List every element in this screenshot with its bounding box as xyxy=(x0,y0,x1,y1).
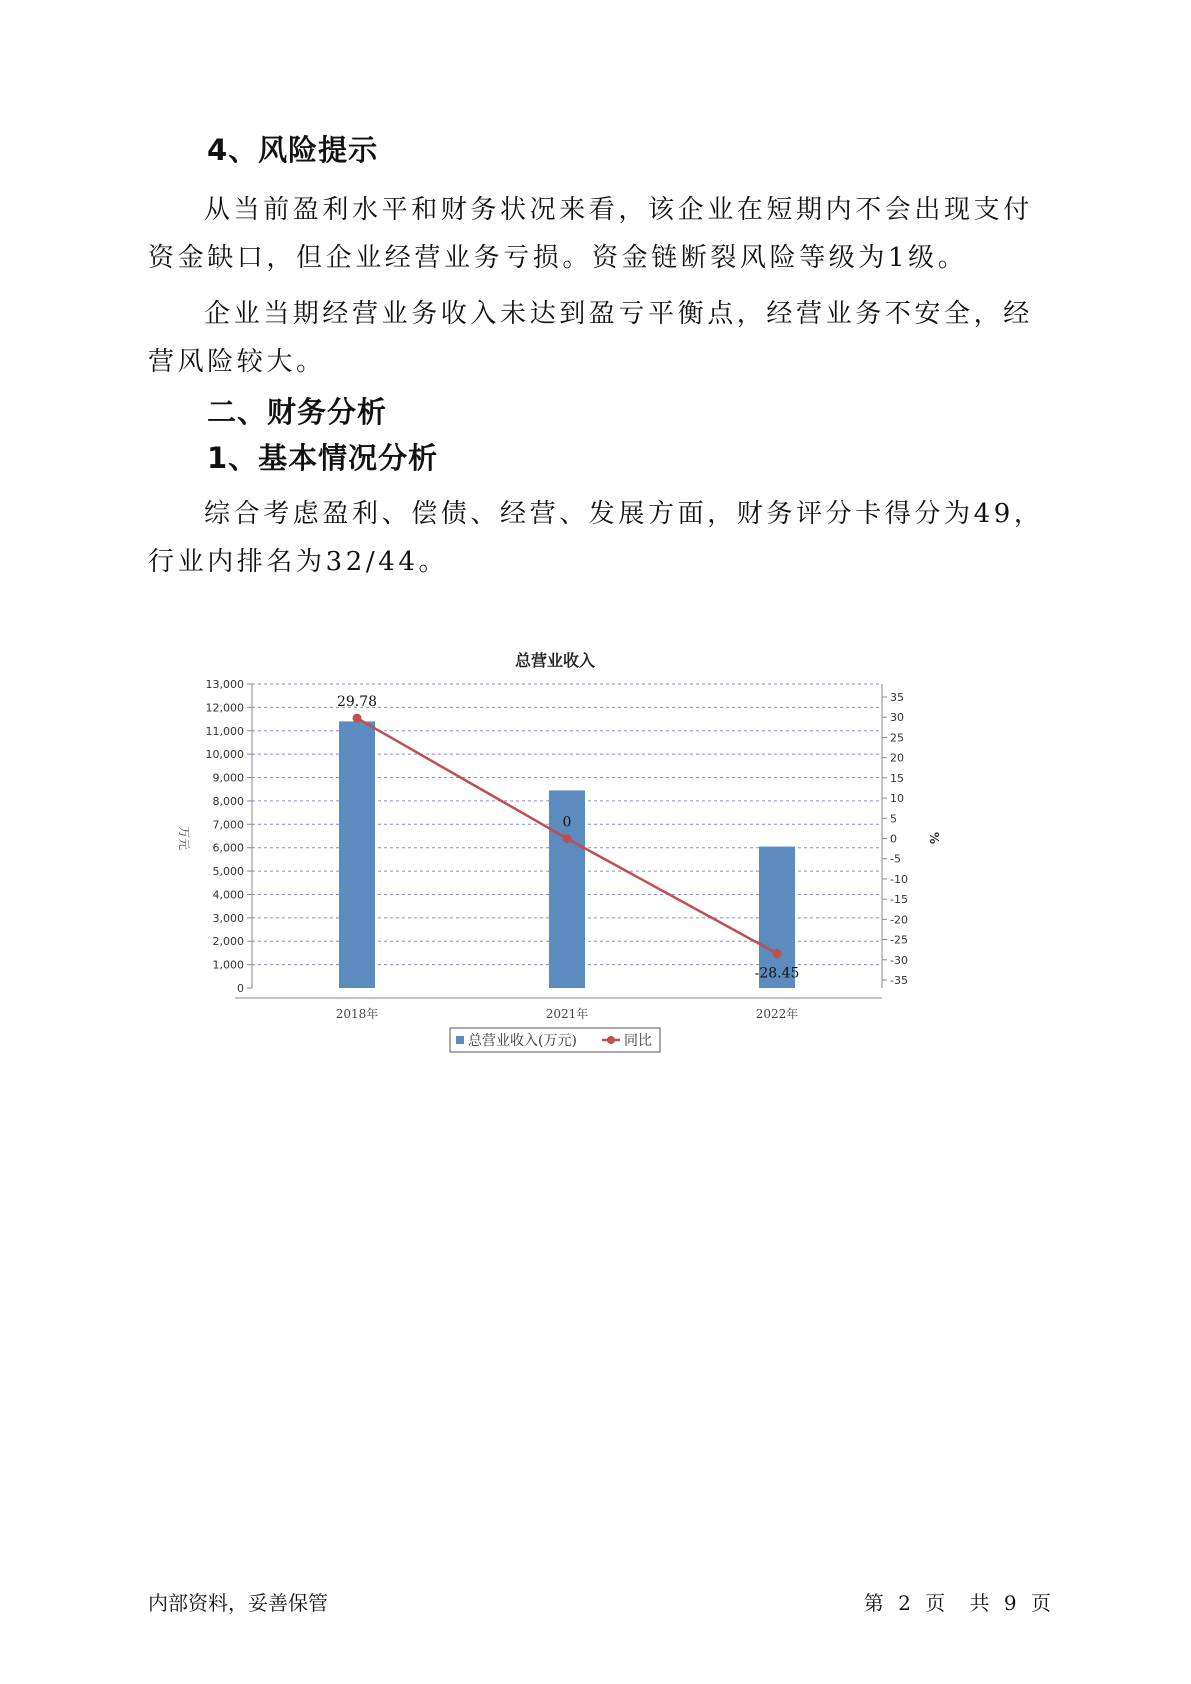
total-prefix: 共 xyxy=(969,1591,990,1615)
y-right-tick-label: -15 xyxy=(890,893,908,907)
y-right-tick-label: 0 xyxy=(890,832,897,846)
y-axis-label-right: % xyxy=(927,831,941,845)
y-tick-label: 13,000 xyxy=(205,678,244,691)
paragraph-risk-2: 企业当期经营业务收入未达到盈亏平衡点，经营业务不安全，经营风险较大。 xyxy=(148,299,1033,377)
y-right-tick-label: 35 xyxy=(890,691,904,704)
x-tick-label: 2018年 xyxy=(335,1007,379,1021)
page-indicator xyxy=(864,1587,1051,1616)
y-tick-label: 11,000 xyxy=(205,724,244,738)
y-tick-label: 1,000 xyxy=(212,958,244,972)
y-tick-label: 7,000 xyxy=(212,818,244,832)
legend-swatch-dot xyxy=(607,1036,615,1044)
heading-basic-analysis: 1、基本情况分析 xyxy=(207,441,439,475)
page-unit: 页 xyxy=(925,1591,946,1615)
y-right-tick-label: -10 xyxy=(890,872,908,886)
revenue-chart xyxy=(177,640,980,1100)
legend-label-line: 同比 xyxy=(624,1033,652,1049)
total-unit: 页 xyxy=(1031,1591,1051,1615)
y-right-tick-label: 25 xyxy=(890,731,904,745)
y-right-tick-label: -35 xyxy=(890,974,908,987)
data-label: -28.45 xyxy=(754,965,800,982)
legend-label-bar: 总营业收入(万元) xyxy=(468,1033,577,1049)
yoy-point xyxy=(353,714,362,723)
y-right-tick-label: -5 xyxy=(890,852,901,866)
y-tick-label: 6,000 xyxy=(212,841,244,855)
bar xyxy=(339,721,375,988)
y-right-tick-label: 5 xyxy=(890,812,897,826)
x-tick-label: 2021年 xyxy=(545,1007,589,1021)
y-tick-label: 8,000 xyxy=(212,794,244,808)
total-pages: 9 xyxy=(1003,1591,1017,1615)
page-number: 2 xyxy=(898,1591,911,1615)
y-tick-label: 2,000 xyxy=(212,935,244,949)
y-tick-label: 3,000 xyxy=(212,911,244,925)
y-right-tick-label: 15 xyxy=(890,771,904,785)
y-tick-label: 10,000 xyxy=(205,748,244,762)
y-tick-label: 12,000 xyxy=(205,701,244,715)
y-tick-label: 4,000 xyxy=(212,888,244,902)
heading-risk-warning: 4、风险提示 xyxy=(207,133,379,167)
y-axis-label-left: 万元 xyxy=(177,825,191,851)
legend-swatch-bar xyxy=(456,1036,464,1044)
y-right-tick-label: -20 xyxy=(890,913,908,927)
page-prefix: 第 xyxy=(863,1591,884,1615)
data-label: 0 xyxy=(562,814,572,831)
chart-title: 总营业收入 xyxy=(514,651,596,670)
y-tick-label: 0 xyxy=(237,982,244,995)
yoy-point xyxy=(563,834,572,843)
y-tick-label: 9,000 xyxy=(212,771,244,785)
y-right-tick-label: 10 xyxy=(890,792,904,806)
y-right-tick-label: -30 xyxy=(890,953,908,967)
yoy-point xyxy=(773,949,782,958)
y-right-tick-label: -25 xyxy=(890,933,908,947)
y-right-tick-label: 20 xyxy=(890,751,904,765)
data-label: 29.78 xyxy=(336,694,378,711)
x-tick-label: 2022年 xyxy=(755,1007,799,1021)
footer-confidential: 内部资料，妥善保管 xyxy=(148,1591,328,1615)
y-right-tick-label: 30 xyxy=(890,711,904,725)
paragraph-basic-analysis: 综合考虑盈利、偿债、经营、发展方面，财务评分卡得分为49，行业内排名为32/44。 xyxy=(148,499,1044,577)
y-tick-label: 5,000 xyxy=(212,865,244,879)
paragraph-risk-1: 从当前盈利水平和财务状况来看，该企业在短期内不会出现支付资金缺口，但企业经营业务亏损。资金链断裂风险等级为1级。 xyxy=(148,195,1033,273)
heading-financial-analysis: 二、财务分析 xyxy=(207,395,388,429)
